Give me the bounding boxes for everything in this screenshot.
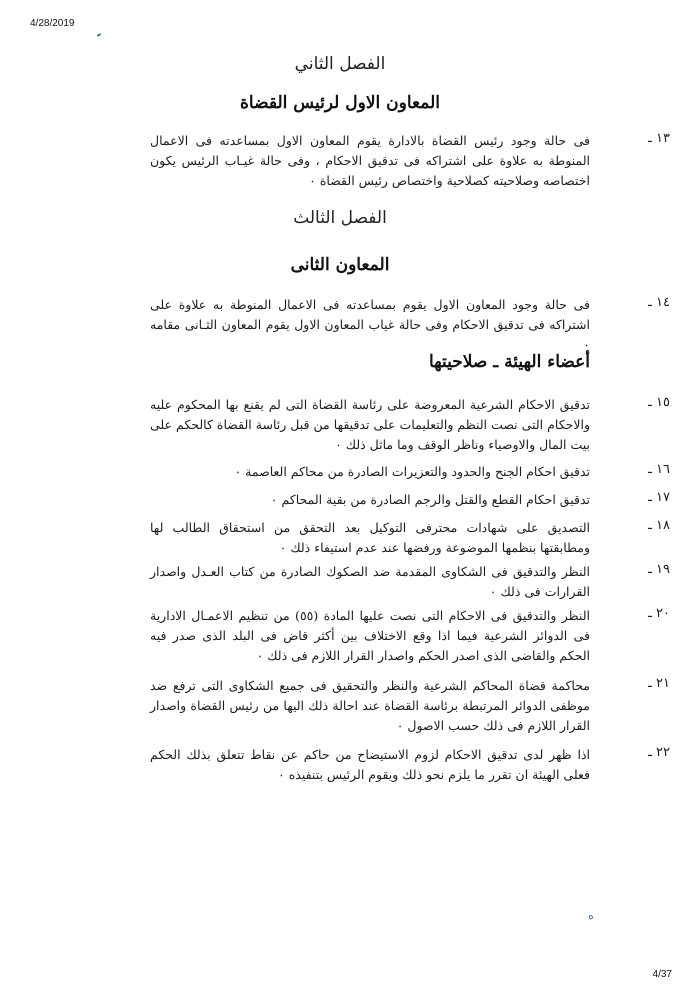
- article-text: التصديق على شهادات محترفى التوكيل بعد التحقق من استحقاق الطالب لها ومطابقتها بنظمها الموضوعة ورفضها عند عدم استيفاء ذلك ٠: [150, 520, 590, 555]
- article-number: ٢٠ ـ: [648, 606, 670, 621]
- article-text: فى حالة وجود المعاون الاول يقوم بمساعدته فى الاعمال المنوطة به علاوة على اشتراكه فى تدقيق الاحكام وفى حالة غياب المعاون الاول يقوم المعاون الثـانى مقامه ٠: [150, 297, 590, 352]
- article-text: اذا ظهر لدى تدقيق الاحكام لزوم الاستيضاح من حاكم عن نقاط تتعلق بذلك الحكم فعلى الهيئة ان تقرر ما يلزم نحو ذلك ويقوم الرئيس بتنفيذه ٠: [150, 747, 590, 782]
- article-text: فى حالة وجود رئيس القضاة بالادارة يقوم المعاون الاول بمساعدته فى الاعمال المنوطة به علاوة على اشتراكه فى تدقيق الاحكام ، وفى حالة غيـاب الرئيس يكون اختصاصه وصلاحيته كصلاحية واختصاص رئيس القضاة ٠: [150, 133, 590, 188]
- article-19: [150, 562, 670, 602]
- article-number: ١٩ ـ: [648, 562, 670, 577]
- article-14: [150, 295, 670, 355]
- article-13: [150, 131, 670, 191]
- article-15: [150, 395, 670, 455]
- article-number: ١٣ ـ: [648, 131, 670, 146]
- article-number: ٢١ ـ: [648, 676, 670, 691]
- page-number: 4/37: [652, 969, 672, 980]
- article-18: [150, 518, 670, 558]
- article-16: [150, 462, 670, 482]
- article-text: محاكمة قضاة المحاكم الشرعية والنظر والتحقيق فى جميع الشكاوى التى ترفع ضد موظفى الدوائر المرتبطة برئاسة القضاة عند احالة ذلك اليها من رئيس القضاة واصدار القرار اللازم فى ذلك حسب الاصول ٠: [150, 678, 590, 733]
- print-date: 4/28/2019: [30, 18, 75, 29]
- chapter-three-heading: الفصل الثالث: [293, 208, 387, 228]
- chapter-three-title: المعاون الثانى: [290, 255, 390, 275]
- chapter-two-title: المعاون الاول لرئيس القضاة: [240, 93, 440, 113]
- article-number: ١٦ ـ: [648, 462, 670, 477]
- article-22: [150, 745, 670, 785]
- members-title: أعضاء الهيئة ـ صلاحيتها: [429, 352, 590, 372]
- article-text: تدقيق احكام القطع والقتل والرجم الصادرة من بقية المحاكم ٠: [270, 492, 590, 507]
- article-number: ١٥ ـ: [648, 395, 670, 410]
- article-21: [150, 676, 670, 736]
- article-number: ١٤ ـ: [648, 295, 670, 310]
- margin-mark: ه: [588, 909, 594, 922]
- article-text: تدقيق الاحكام الشرعية المعروضة على رئاسة القضاة التى لم يقنع بها المحكوم عليه والاحكام التى نصت النظم والتعليمات على تدقيقها من قبل رئاسة القضاة كالحكم على بيت المال والاوصياء وناظر الوقف وما ماثل ذلك ٠: [150, 397, 590, 452]
- article-number: ١٨ ـ: [648, 518, 670, 533]
- article-17: [150, 490, 670, 510]
- article-number: ١٧ ـ: [648, 490, 670, 505]
- chapter-two-heading: الفصل الثاني: [294, 54, 386, 74]
- article-text: النظر والتدقيق فى الشكاوى المقدمة ضد الصكوك الصادرة من كتاب العـدل واصدار القرارات فى ذلك ٠: [150, 564, 590, 599]
- article-number: ٢٢ ـ: [648, 745, 670, 760]
- article-text: النظر والتدقيق فى الاحكام التى نصت عليها المادة (٥٥) من تنظيم الاعمـال الادارية فى الدوائر الشرعية فيما اذا وقع الاختلاف بين أكثر قاض فى البلد الذى صدر فيه الحكم والقاضى الذى اصدر الحكم واصدار القرار اللازم فى ذلك ٠: [150, 608, 590, 663]
- article-text: تدقيق احكام الجنح والحدود والتعزيرات الصادرة من محاكم العاصمة ٠: [234, 464, 590, 479]
- article-20: [150, 606, 670, 666]
